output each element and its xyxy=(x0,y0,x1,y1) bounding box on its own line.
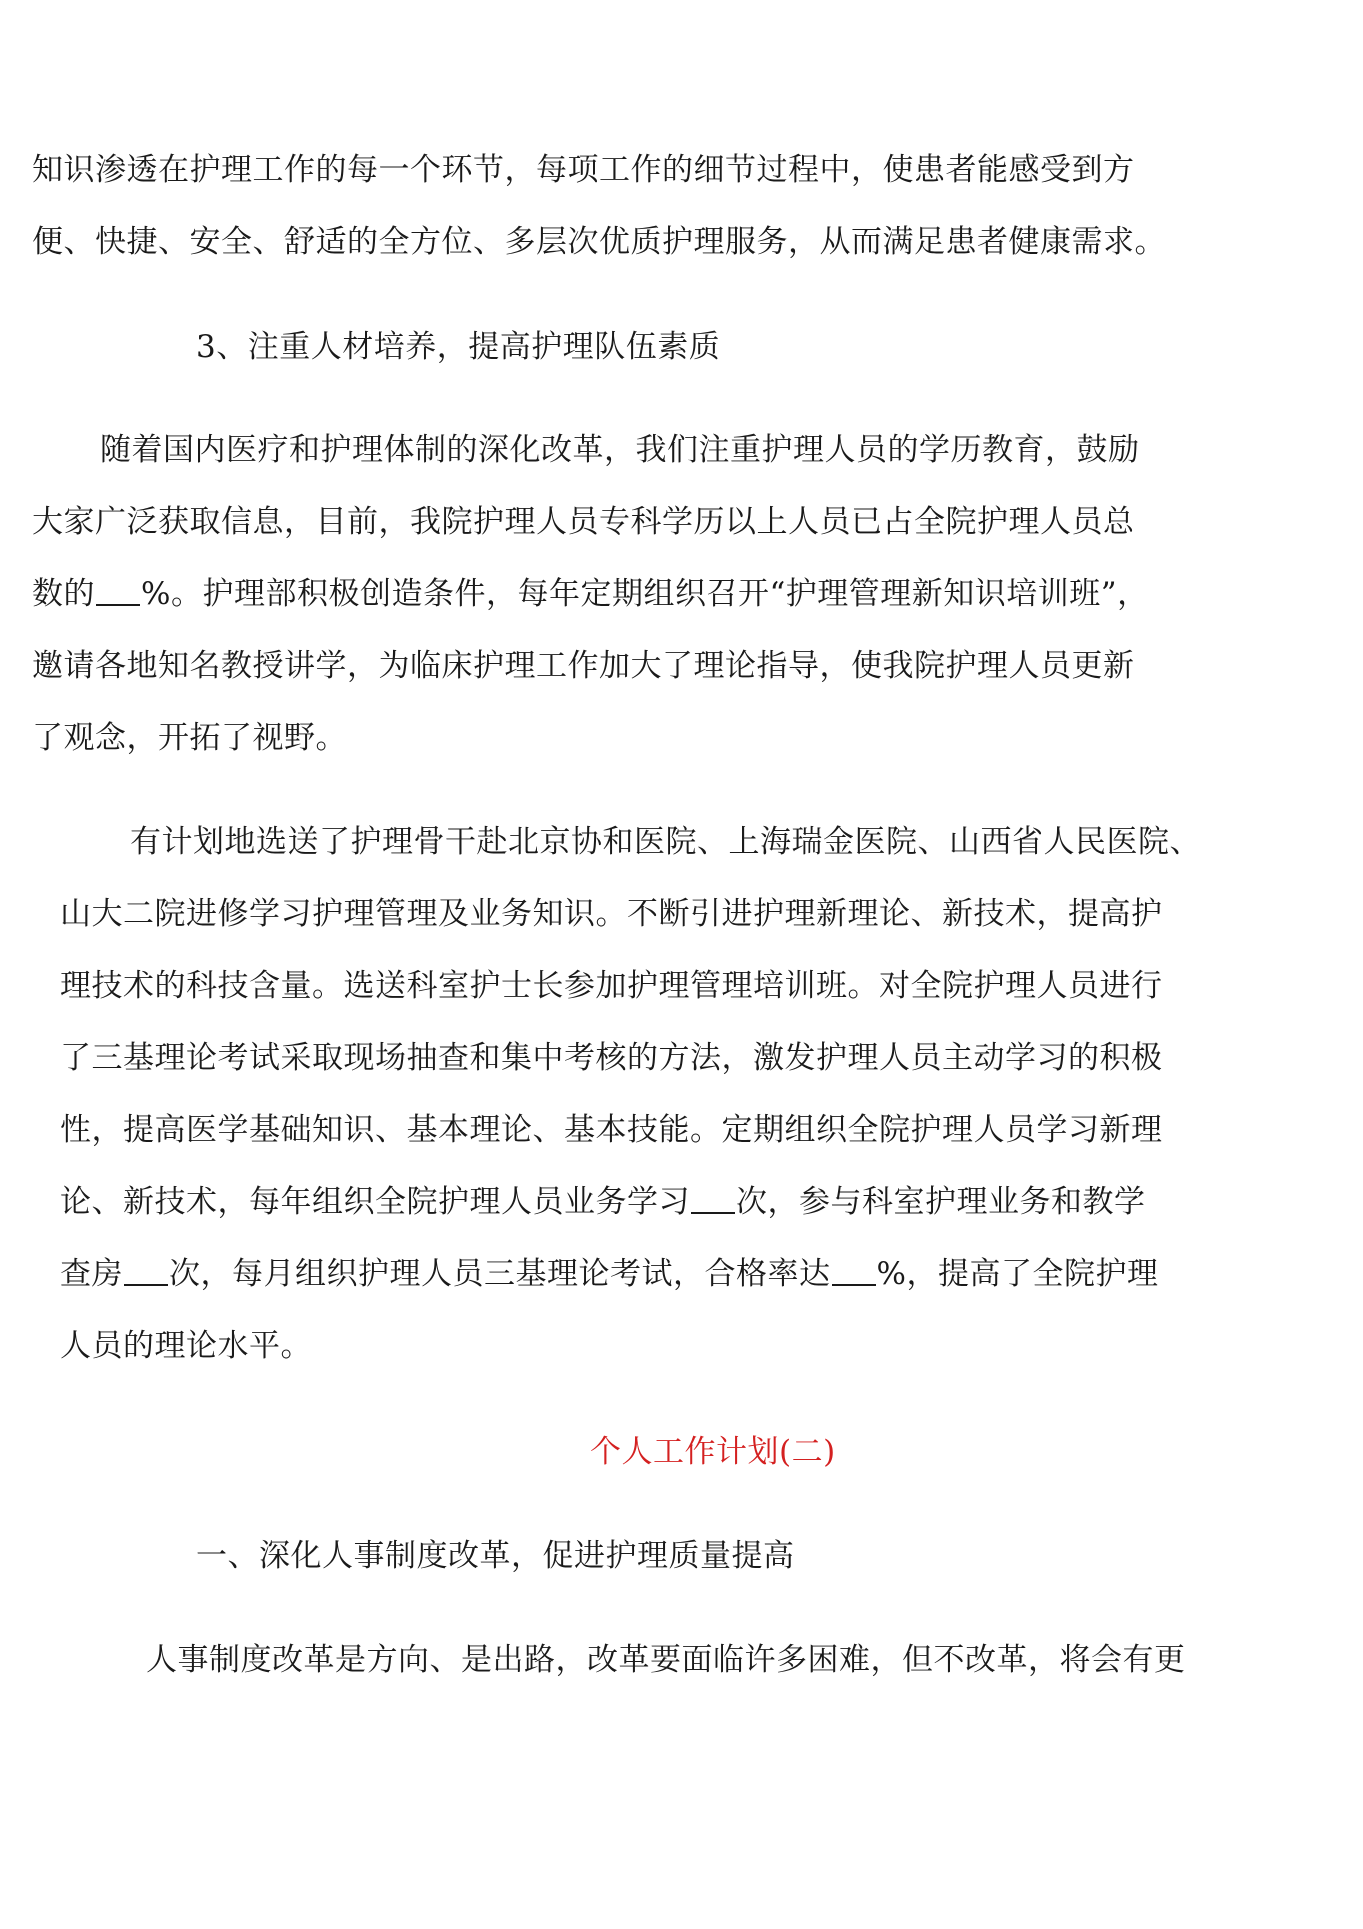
paragraph-line: 了观念，开拓了视野。 xyxy=(32,720,347,756)
text-fragment: 次，每月组织护理人员三基理论考试，合格率达 xyxy=(169,1256,831,1292)
paragraph-line: 知识渗透在护理工作的每一个环节，每项工作的细节过程中，使患者能感受到方 xyxy=(32,152,1135,188)
fill-blank xyxy=(691,1186,735,1214)
paragraph-line: 性，提高医学基础知识、基本理论、基本技能。定期组织全院护理人员学习新理 xyxy=(60,1112,1163,1148)
text-fragment: %。护理部积极创造条件，每年定期组织召开“护理管理新知识培训班”， xyxy=(141,576,1149,612)
paragraph-line: 有计划地选送了护理骨干赴北京协和医院、上海瑞金医院、山西省人民医院、 xyxy=(130,824,1201,860)
text-fragment: 论、新技术，每年组织全院护理人员业务学习 xyxy=(60,1184,690,1220)
paragraph-line: 人事制度改革是方向、是出路，改革要面临许多困难，但不改革，将会有更 xyxy=(146,1642,1186,1678)
paragraph-line: 人员的理论水平。 xyxy=(60,1328,312,1364)
section-heading: 3、注重人材培养，提高护理队伍素质 xyxy=(196,329,721,365)
text-fragment: %，提高了全院护理 xyxy=(876,1256,1159,1292)
paragraph-line: 邀请各地知名教授讲学，为临床护理工作加大了理论指导，使我院护理人员更新 xyxy=(32,648,1135,684)
section-title: 个人工作计划(二) xyxy=(590,1434,836,1470)
paragraph-line: 便、快捷、安全、舒适的全方位、多层次优质护理服务，从而满足患者健康需求。 xyxy=(32,224,1166,260)
paragraph-line: 山大二院进修学习护理管理及业务知识。不断引进护理新理论、新技术，提高护 xyxy=(60,896,1163,932)
paragraph-line xyxy=(60,1182,1146,1222)
text-fragment: 次，参与科室护理业务和教学 xyxy=(736,1184,1146,1220)
paragraph-line xyxy=(32,574,1149,614)
text-fragment: 查房 xyxy=(60,1256,123,1292)
paragraph-line: 了三基理论考试采取现场抽查和集中考核的方法，激发护理人员主动学习的积极 xyxy=(60,1040,1163,1076)
paragraph-line: 理技术的科技含量。选送科室护士长参加护理管理培训班。对全院护理人员进行 xyxy=(60,968,1163,1004)
fill-blank xyxy=(832,1258,876,1286)
paragraph-line xyxy=(60,1254,1158,1294)
fill-blank xyxy=(96,578,140,606)
text-fragment: 数的 xyxy=(32,576,95,612)
section-heading: 一、深化人事制度改革，促进护理质量提高 xyxy=(196,1538,795,1574)
fill-blank xyxy=(124,1258,168,1286)
paragraph-line: 大家广泛获取信息，目前，我院护理人员专科学历以上人员已占全院护理人员总 xyxy=(32,504,1135,540)
paragraph-line: 随着国内医疗和护理体制的深化改革，我们注重护理人员的学历教育，鼓励 xyxy=(100,432,1140,468)
